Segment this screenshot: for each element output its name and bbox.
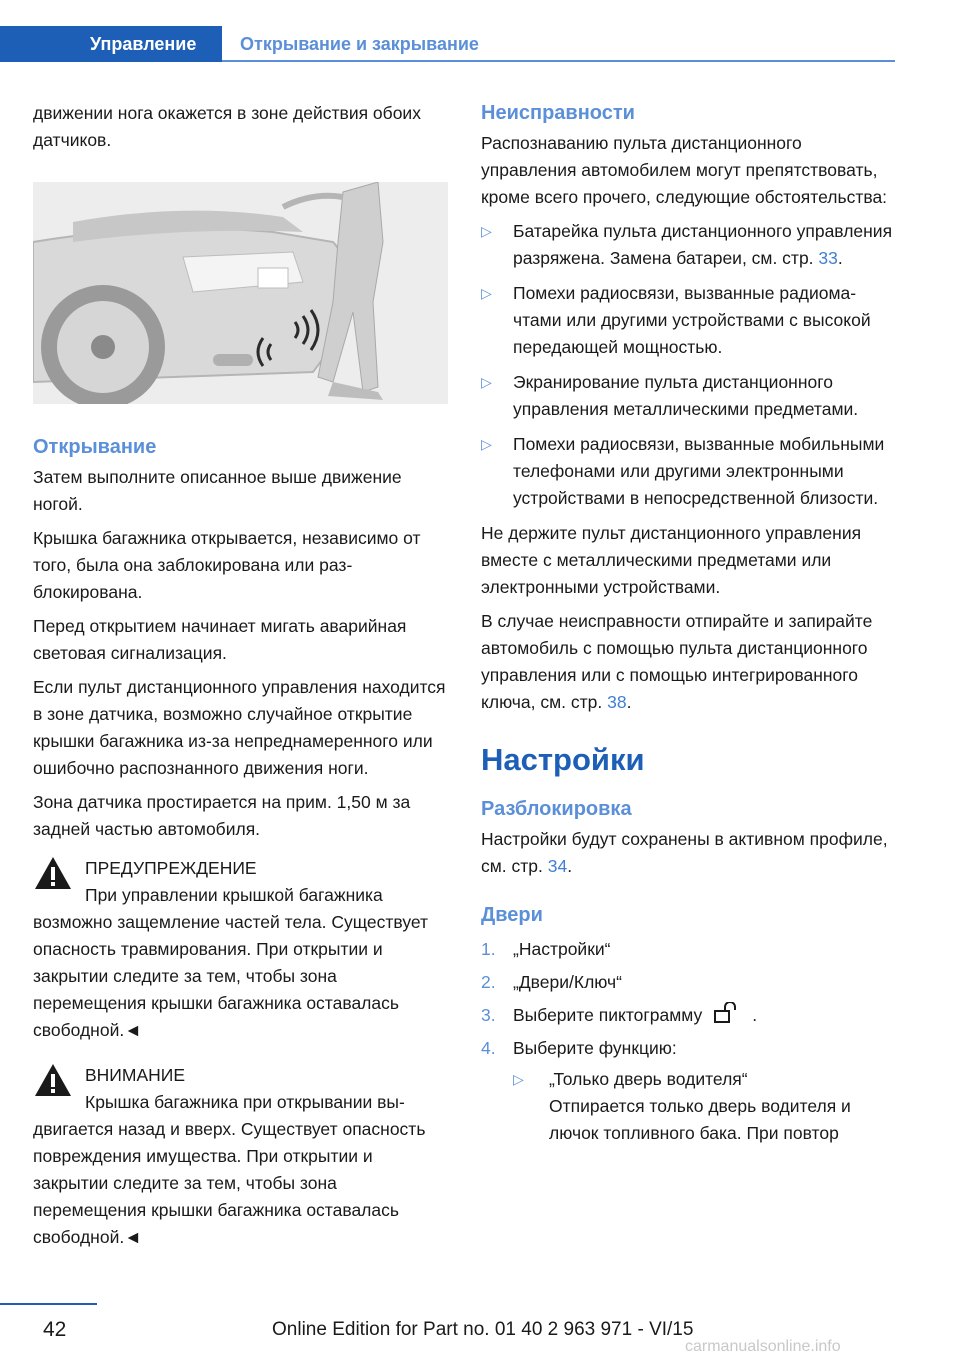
warning-block-1 [33,855,448,1044]
lock-icon [712,1002,742,1024]
warning-2-text [33,1089,448,1251]
open-paragraph-5: Зона датчика простирается на прим. 1,50 м за задней частью автомобиля. [33,792,411,839]
malfunction-intro: Распознаванию пульта дистанционного управления автомобилем могут препятствовать, кроме всего прочего, следующие обстоятельства: [481,133,888,207]
malfunction-list [481,218,896,512]
warning-triangle-icon [33,1062,73,1098]
bullet-triangle-icon: ▷ [513,1071,524,1087]
page-link-34[interactable]: 34 [547,856,568,876]
warning-1-text-content: При управлении крышкой багажника возможно защемление частей тела. Существует опасность травмирования. При открытии и закрытии следите за тем, чтобы зона перемещения крышки багажника оставалась свободной.◄ [33,885,429,1040]
watermark: carmanualsonline.info [685,1338,841,1355]
warning-1-text [33,882,448,1044]
warning-triangle-icon [33,855,73,891]
page-link-38[interactable]: 38 [607,692,627,712]
list-item [481,431,896,512]
page-number: 42 [43,1318,67,1341]
doors-steps [481,936,896,1147]
right-column [481,100,896,1153]
list-item-text: Батарейка пульта дистанционного управления разряжена. Замена батареи, см. стр. [513,221,893,268]
warning-2-title: ВНИМАНИЕ [85,1065,186,1085]
unlock-tail: . [567,856,573,876]
list-item [481,936,896,963]
bullet-triangle-icon: ▷ [481,285,492,301]
edition-text: Online Edition for Part no. 01 40 2 963 971 - VI/15 [272,1319,694,1340]
list-item [481,280,896,361]
keep-paragraph: Не держите пульт дистанционного управления вместе с металлическими предметами или электронными устройствами. [481,523,862,597]
illustration-foot-sensor [33,182,448,404]
bullet-triangle-icon: ▷ [481,436,492,452]
list-item [481,1002,896,1029]
header-section: Управление [90,34,197,54]
function-options [513,1066,896,1147]
unlock-heading: Разблокировка [481,798,632,820]
fault-paragraph [481,608,896,716]
malfunction-heading: Неисправности [481,102,635,124]
open-heading: Открывание [33,436,157,458]
open-paragraph-1: Затем выполните описанное выше движение ногой. [33,467,402,514]
warning-1-title: ПРЕДУПРЕЖДЕНИЕ [85,858,257,878]
step-number: 1. [481,939,496,959]
step-text: Выберите пиктограмму [513,1005,703,1025]
footer-rule [0,1303,97,1305]
list-item-text: Помехи радиосвязи, вызванные радиомачтами или другими устройствами с высокой передающей мощностью. [513,283,871,357]
list-item-tail: . [837,248,843,268]
step-number: 2. [481,972,496,992]
warning-2-text-content: Крышка багажника при открывании выдвигается назад и вверх. Существует опасность повреждения имущества. При открытии и закрытии следите за тем, чтобы зона перемещения крышки багажника оставалась свободной.◄ [33,1092,426,1247]
step-text: Выберите функцию: [513,1038,677,1058]
open-paragraph-2: Крышка багажника открывается, независимо от того, была она заблокирована или разблокирована. [33,528,421,602]
fault-text: В случае неисправности отпирайте и запирайте автомобиль с помощью пульта дистанционного управления или с помощью интегрированного ключа, см. стр. [481,611,873,712]
option-title: „Только дверь водителя“ [549,1069,748,1089]
open-paragraph-4: Если пульт дистанционного управления находится в зоне датчика, возможно случайное открытие крышки багажника из-за непреднамеренного или ошибочно распознанного движения ноги. [33,677,446,778]
intro-text: движении нога окажется в зоне действия обоих датчиков. [33,103,421,150]
open-paragraph-3: Перед открытием начинает мигать аварийная световая сигнализация. [33,616,407,663]
car-foot-sensor-illustration [33,182,448,404]
bullet-triangle-icon: ▷ [481,223,492,239]
unlock-paragraph [481,826,896,880]
list-item [481,369,896,423]
list-item [481,1035,896,1147]
page-link-33[interactable]: 33 [818,248,838,268]
unlock-text: Настройки будут сохранены в активном профиле, см. стр. [481,829,888,876]
list-item-text: Помехи радиосвязи, вызванные мобильными телефонами или другими электронными устройствами в непосредственной близости. [513,434,885,508]
step-tail: . [752,1005,758,1025]
settings-heading: Настройки [481,742,645,777]
fault-tail: . [626,692,632,712]
step-text: „Настройки“ [513,939,611,959]
step-text: „Двери/Ключ“ [513,972,622,992]
warning-block-2 [33,1062,448,1251]
list-item-text: Экранирование пульта дистанционного управления металлическими предметами. [513,372,859,419]
step-number: 3. [481,1005,496,1025]
list-item [481,218,896,272]
option-text: Отпирается только дверь водителя и лючок топливного бака. При повтор [549,1096,851,1143]
header-rule [222,60,895,62]
page-header [0,26,895,62]
step-number: 4. [481,1038,496,1058]
doors-heading: Двери [481,904,543,926]
list-item [513,1066,896,1147]
left-column [33,100,448,1251]
bullet-triangle-icon: ▷ [481,374,492,390]
header-subsection: Открывание и закрывание [240,34,479,54]
list-item [481,969,896,996]
